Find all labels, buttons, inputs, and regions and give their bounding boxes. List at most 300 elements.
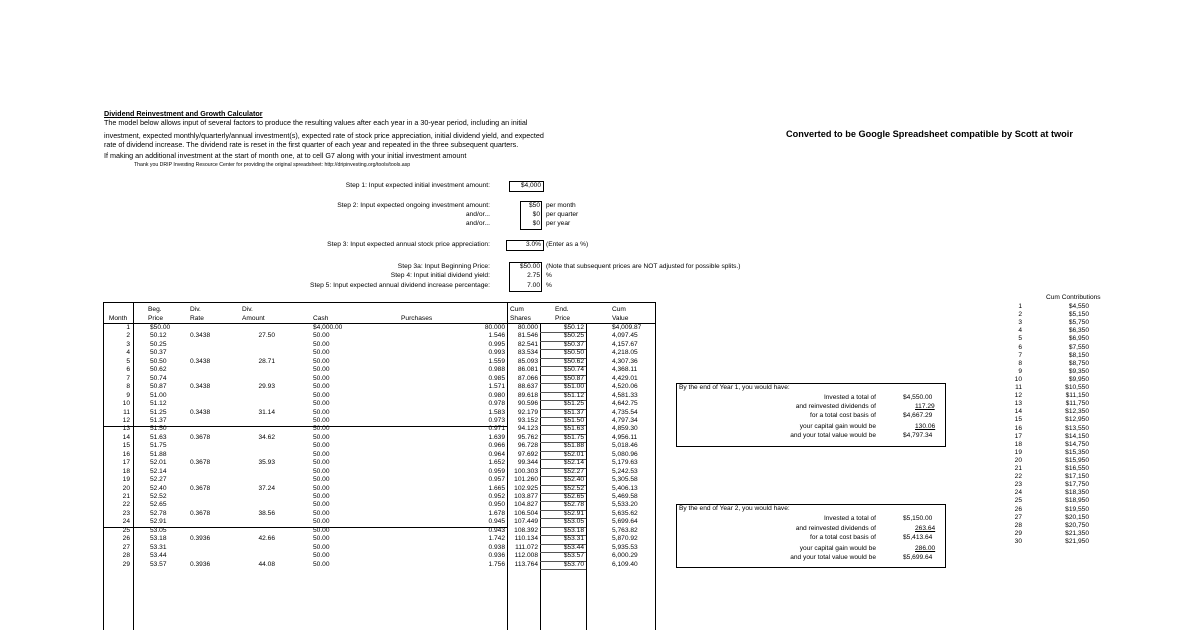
table-cell[interactable]: 4,218.05 <box>612 349 638 357</box>
table-cell[interactable]: $50.87 <box>563 374 584 382</box>
table-cell[interactable]: 9 <box>126 391 130 399</box>
table-cell[interactable]: 92.179 <box>517 408 538 416</box>
table-cell[interactable]: 3 <box>126 340 130 348</box>
contribution-year[interactable]: 25 <box>1014 497 1022 505</box>
table-cell[interactable]: 5,242.53 <box>612 467 638 475</box>
table-cell[interactable]: 4,307.36 <box>612 357 638 365</box>
contribution-year[interactable]: 23 <box>1014 481 1022 489</box>
table-cell[interactable]: 52.52 <box>150 493 167 500</box>
dividend-yield-input[interactable]: 2.75 <box>527 272 540 279</box>
table-cell[interactable]: $51.12 <box>563 391 584 399</box>
table-cell[interactable]: 4 <box>126 349 130 357</box>
table-cell[interactable]: 87.066 <box>517 374 538 382</box>
table-cell[interactable]: 82.541 <box>517 340 538 348</box>
table-cell[interactable]: 50.00 <box>313 509 330 517</box>
table-cell[interactable]: 0.3438 <box>190 332 211 340</box>
summary-label: for a total cost basis of <box>810 534 876 541</box>
table-cell[interactable]: 5,935.53 <box>612 543 638 551</box>
table-cell[interactable]: 1.639 <box>488 433 505 441</box>
table-cell[interactable]: 1.571 <box>488 383 505 391</box>
table-cell[interactable]: 21 <box>122 493 130 500</box>
table-cell[interactable]: 51.63 <box>150 433 167 441</box>
table-cell[interactable]: 4,520.06 <box>612 383 638 391</box>
monthly-investment-input[interactable]: $50 <box>528 202 540 209</box>
table-cell[interactable]: 5,305.58 <box>612 476 638 484</box>
table-cell[interactable]: 50.00 <box>313 383 330 391</box>
contribution-year[interactable]: 3 <box>1018 319 1022 327</box>
table-cell[interactable]: 42.66 <box>258 535 275 543</box>
table-cell[interactable]: $52.78 <box>563 501 584 509</box>
table-cell[interactable]: 0.957 <box>488 476 505 484</box>
contribution-amount[interactable]: $14,750 <box>1065 440 1089 448</box>
contribution-year[interactable]: 18 <box>1014 440 1022 448</box>
contribution-amount[interactable]: $17,750 <box>1065 481 1089 489</box>
table-cell[interactable]: 83.534 <box>517 349 538 357</box>
table-cell[interactable]: 23 <box>122 509 130 517</box>
table-cell[interactable]: 50.00 <box>313 391 330 399</box>
table-cell[interactable]: $51.25 <box>563 400 584 408</box>
table-cell[interactable]: $50.74 <box>563 366 584 374</box>
table-cell[interactable]: 111.072 <box>515 543 538 551</box>
table-cell[interactable]: 28.71 <box>258 357 275 365</box>
table-cell[interactable]: $50.50 <box>563 349 584 357</box>
contribution-amount[interactable]: $18,950 <box>1065 497 1089 505</box>
table-cell[interactable]: 50.00 <box>313 332 330 340</box>
table-cell[interactable]: 53.31 <box>150 543 167 551</box>
table-cell[interactable]: 0.993 <box>488 349 505 357</box>
table-cell[interactable]: 0.3678 <box>190 509 211 517</box>
contribution-year[interactable]: 26 <box>1014 505 1022 513</box>
contribution-amount[interactable]: $5,150 <box>1068 311 1089 319</box>
table-cell[interactable]: 1.742 <box>488 535 505 543</box>
table-cell[interactable]: 106.504 <box>514 509 538 517</box>
table-cell[interactable]: 4,956.11 <box>612 433 638 441</box>
table-cell[interactable]: $53.31 <box>563 535 584 543</box>
table-cell[interactable]: 29.93 <box>258 383 275 391</box>
table-cell[interactable]: 8 <box>126 383 130 391</box>
contribution-amount[interactable]: $18,350 <box>1065 489 1089 497</box>
table-cell[interactable]: $4,000.00 <box>313 324 343 331</box>
table-cell[interactable]: 38.56 <box>258 509 275 517</box>
contribution-year[interactable]: 5 <box>1018 335 1022 343</box>
table-cell[interactable]: 50.62 <box>150 366 167 374</box>
table-cell[interactable]: 0.938 <box>488 543 505 551</box>
contribution-year[interactable]: 19 <box>1014 448 1022 456</box>
table-cell[interactable]: 29 <box>122 560 130 568</box>
table-cell[interactable]: 1.652 <box>488 459 505 467</box>
table-cell[interactable]: 5,469.58 <box>612 493 638 500</box>
table-cell[interactable]: 0.3936 <box>190 535 211 543</box>
table-cell[interactable]: 50.00 <box>313 493 330 500</box>
contribution-amount[interactable]: $15,950 <box>1065 456 1089 464</box>
table-cell[interactable]: 27 <box>122 543 130 551</box>
table-cell[interactable]: 44.08 <box>258 560 275 568</box>
table-cell[interactable]: 5,080.96 <box>612 450 638 458</box>
table-cell[interactable]: 50.12 <box>150 332 167 340</box>
table-cell[interactable]: 94.123 <box>517 425 538 433</box>
table-cell[interactable]: 28 <box>122 552 130 560</box>
table-cell[interactable]: $52.40 <box>563 476 584 484</box>
table-cell[interactable]: 50.00 <box>313 535 330 543</box>
table-cell[interactable]: 4,097.45 <box>612 332 638 340</box>
table-cell[interactable]: 101.260 <box>514 476 538 484</box>
table-cell[interactable]: $51.00 <box>563 383 584 391</box>
table-cell[interactable]: 52.27 <box>150 476 167 484</box>
table-cell[interactable]: 0.971 <box>488 425 505 433</box>
table-cell[interactable]: 5,018.46 <box>612 442 638 450</box>
contribution-amount[interactable]: $21,350 <box>1065 529 1089 537</box>
table-cell[interactable]: $52.91 <box>563 509 584 517</box>
table-cell[interactable]: 0.966 <box>488 442 505 450</box>
table-cell[interactable]: 12 <box>122 416 130 424</box>
table-cell[interactable]: $50.62 <box>563 357 584 365</box>
table-cell[interactable]: 50.00 <box>313 408 330 416</box>
table-cell[interactable]: 34.62 <box>258 433 275 441</box>
table-cell[interactable]: 0.950 <box>488 501 505 509</box>
table-cell[interactable]: 85.093 <box>517 357 538 365</box>
contribution-year[interactable]: 16 <box>1014 424 1022 432</box>
table-cell[interactable]: $51.63 <box>563 425 584 433</box>
table-cell[interactable]: 53.18 <box>150 535 167 543</box>
contribution-year[interactable]: 12 <box>1014 392 1022 400</box>
contribution-amount[interactable]: $6,350 <box>1068 327 1089 335</box>
table-cell[interactable]: 51.88 <box>150 450 167 458</box>
contribution-amount[interactable]: $21,950 <box>1065 537 1089 545</box>
contribution-year[interactable]: 17 <box>1014 432 1022 440</box>
table-cell[interactable]: 5 <box>126 357 130 365</box>
dividend-increase-input[interactable]: 7.00 <box>527 282 540 289</box>
initial-investment-input[interactable]: $4,000 <box>509 181 544 192</box>
contribution-amount[interactable]: $4,550 <box>1068 303 1089 310</box>
table-cell[interactable]: 0.3438 <box>190 408 211 416</box>
table-cell[interactable]: 0.3678 <box>190 433 211 441</box>
table-cell[interactable]: 50.00 <box>313 366 330 374</box>
cum-contributions-header: Cum Contributions <box>1046 294 1101 301</box>
table-cell[interactable]: 1.678 <box>488 509 505 517</box>
table-cell[interactable]: 50.87 <box>150 383 167 391</box>
table-cell[interactable]: 22 <box>122 501 130 509</box>
table-cell[interactable]: 37.24 <box>258 484 275 492</box>
contribution-amount[interactable]: $17,150 <box>1065 473 1089 481</box>
summary-label: and reinvested dividends of <box>795 403 876 410</box>
table-cell[interactable]: 4,859.30 <box>612 425 638 433</box>
table-cell[interactable]: 52.65 <box>150 501 167 509</box>
summary-label: your capital gain would be <box>799 545 876 552</box>
contribution-year[interactable]: 9 <box>1018 367 1022 375</box>
table-cell[interactable]: 27.50 <box>258 332 275 340</box>
table-cell[interactable]: 4,157.67 <box>612 340 638 348</box>
table-cell[interactable]: 50.00 <box>313 476 330 484</box>
table-cell[interactable]: 0.964 <box>488 450 505 458</box>
table-cell[interactable]: 80.000 <box>517 324 538 331</box>
table-cell[interactable]: 2 <box>126 332 130 340</box>
table-cell[interactable]: $53.57 <box>563 552 584 560</box>
table-cell[interactable]: 6,000.29 <box>612 552 638 560</box>
table-cell[interactable]: 52.14 <box>150 467 167 475</box>
table-cell[interactable]: 52.40 <box>150 484 167 492</box>
contribution-amount[interactable]: $20,750 <box>1065 521 1089 529</box>
table-cell[interactable]: 1.583 <box>488 408 505 416</box>
table-cell[interactable]: 17 <box>122 459 130 467</box>
table-cell[interactable]: 52.01 <box>150 459 167 467</box>
table-cell[interactable]: 4,735.54 <box>612 408 638 416</box>
table-cell[interactable]: $53.70 <box>563 560 584 568</box>
table-cell[interactable]: 7 <box>126 374 130 382</box>
table-cell[interactable]: 97.692 <box>517 450 538 458</box>
contribution-amount[interactable]: $6,950 <box>1068 335 1089 343</box>
table-cell[interactable]: 1.546 <box>488 332 505 340</box>
appreciation-input[interactable]: 3.0% <box>506 240 544 251</box>
table-cell[interactable]: 99.344 <box>517 459 538 467</box>
table-cell[interactable]: 50.00 <box>313 543 330 551</box>
table-cell[interactable]: 11 <box>123 408 130 416</box>
table-cell[interactable]: 50.00 <box>313 425 330 433</box>
table-cell[interactable]: 104.827 <box>514 501 538 509</box>
table-cell[interactable]: 4,642.75 <box>612 400 638 408</box>
contribution-amount[interactable]: $8,150 <box>1068 351 1089 359</box>
table-cell[interactable]: 107.449 <box>514 518 538 526</box>
table-cell[interactable]: 5,699.64 <box>612 518 638 526</box>
table-cell[interactable]: 0.980 <box>488 391 505 399</box>
contribution-year[interactable]: 7 <box>1018 351 1022 359</box>
table-cell[interactable]: 35.93 <box>258 459 275 467</box>
table-cell[interactable]: 51.37 <box>150 416 167 424</box>
table-cell[interactable]: 15 <box>122 442 130 450</box>
contribution-year[interactable]: 22 <box>1014 473 1022 481</box>
table-cell[interactable]: 5,179.63 <box>612 459 638 467</box>
table-cell[interactable]: 50.00 <box>313 560 330 568</box>
contribution-year[interactable]: 20 <box>1014 456 1022 464</box>
table-cell[interactable]: 16 <box>122 450 130 458</box>
table-cell[interactable]: 50.00 <box>313 484 330 492</box>
table-cell[interactable]: 4,797.34 <box>612 416 638 424</box>
table-cell[interactable]: 50.00 <box>313 416 330 424</box>
contribution-year[interactable]: 6 <box>1018 343 1022 351</box>
col-header-cum-shares: Cum <box>510 306 524 313</box>
table-cell[interactable]: 53.05 <box>150 526 167 534</box>
table-cell[interactable]: 50.00 <box>313 518 330 526</box>
table-cell[interactable]: 52.78 <box>150 509 167 517</box>
contribution-year[interactable]: 15 <box>1014 416 1022 424</box>
beginning-price-input[interactable]: $50.00 <box>519 263 540 270</box>
contribution-year[interactable]: 8 <box>1018 359 1022 367</box>
table-cell[interactable]: 51.12 <box>150 400 167 408</box>
contribution-amount[interactable]: $19,550 <box>1065 505 1089 513</box>
table-cell[interactable]: 5,763.82 <box>612 526 638 534</box>
table-cell[interactable]: 0.973 <box>488 416 505 424</box>
table-cell[interactable]: 5,533.20 <box>612 501 638 509</box>
table-cell[interactable]: 0.936 <box>488 552 505 560</box>
table-cell[interactable]: 4,581.33 <box>612 391 638 399</box>
table-cell[interactable]: $4,009.87 <box>612 324 642 331</box>
table-cell[interactable]: 5,870.92 <box>612 535 638 543</box>
table-cell[interactable]: 0.952 <box>488 493 505 500</box>
table-cell[interactable]: 50.00 <box>313 374 330 382</box>
table-cell[interactable]: 5,406.13 <box>612 484 638 492</box>
table-cell[interactable]: $53.05 <box>563 518 584 526</box>
table-cell[interactable]: 50.00 <box>313 442 330 450</box>
table-cell[interactable]: 0.988 <box>488 366 505 374</box>
table-cell[interactable]: $51.37 <box>563 408 584 416</box>
contribution-amount[interactable]: $13,550 <box>1065 424 1089 432</box>
table-cell[interactable]: 0.985 <box>488 374 505 382</box>
contribution-year[interactable]: 28 <box>1014 521 1022 529</box>
summary-value: $5,413.64 <box>903 534 933 541</box>
contribution-amount[interactable]: $12,350 <box>1065 408 1089 416</box>
table-cell[interactable]: $52.27 <box>563 467 584 475</box>
contribution-amount[interactable]: $15,350 <box>1065 448 1089 456</box>
table-cell[interactable]: 13 <box>122 425 130 433</box>
table-cell[interactable]: 5,635.62 <box>612 509 638 517</box>
table-cell[interactable]: 96.728 <box>517 442 538 450</box>
table-cell[interactable]: 4,429.01 <box>612 374 638 382</box>
table-cell[interactable]: $53.44 <box>563 543 584 551</box>
contribution-amount[interactable]: $12,950 <box>1065 416 1089 424</box>
table-cell[interactable]: $52.65 <box>563 493 584 500</box>
table-cell[interactable]: 24 <box>122 518 130 526</box>
table-cell[interactable]: 50.37 <box>150 349 167 357</box>
table-cell[interactable]: $52.14 <box>563 459 584 467</box>
table-cell[interactable]: 95.762 <box>517 433 538 441</box>
table-cell[interactable]: 20 <box>122 484 130 492</box>
table-cell[interactable]: 80.000 <box>484 324 505 331</box>
table-cell[interactable]: 50.50 <box>150 357 167 365</box>
table-cell[interactable]: $50.25 <box>563 332 584 340</box>
table-cell[interactable]: 50.00 <box>313 459 330 467</box>
table-cell[interactable]: 50.00 <box>313 349 330 357</box>
table-cell[interactable]: 50.00 <box>313 400 330 408</box>
table-cell[interactable]: 112.008 <box>514 552 538 560</box>
table-cell[interactable]: 25 <box>122 526 130 534</box>
contribution-year[interactable]: 24 <box>1014 489 1022 497</box>
contribution-amount[interactable]: $11,150 <box>1065 392 1089 400</box>
table-cell[interactable]: $51.50 <box>563 416 584 424</box>
table-cell[interactable]: 113.764 <box>514 560 538 568</box>
table-cell[interactable]: 0.3678 <box>190 459 211 467</box>
table-cell[interactable]: 1 <box>126 324 130 331</box>
table-cell[interactable]: 51.75 <box>150 442 167 450</box>
table-cell[interactable]: 50.00 <box>313 526 330 534</box>
table-cell[interactable]: 88.637 <box>517 383 538 391</box>
table-cell[interactable]: $50.37 <box>563 340 584 348</box>
table-cell[interactable]: 0.978 <box>488 400 505 408</box>
summary-label: and your total value would be <box>790 432 876 439</box>
contribution-year[interactable]: 30 <box>1014 537 1022 545</box>
table-cell[interactable]: 0.945 <box>488 518 505 526</box>
table-cell[interactable]: 0.3438 <box>190 357 211 365</box>
table-cell[interactable]: 102.925 <box>514 484 538 492</box>
contribution-amount[interactable]: $8,750 <box>1068 359 1089 367</box>
table-cell[interactable]: 1.665 <box>488 484 505 492</box>
contribution-year[interactable]: 11 <box>1015 384 1022 391</box>
table-cell[interactable]: 89.618 <box>517 391 538 399</box>
table-cell[interactable]: 51.00 <box>150 391 167 399</box>
unit-label: per month <box>546 202 576 209</box>
contribution-amount[interactable]: $5,750 <box>1068 319 1089 327</box>
table-cell[interactable]: 0.3438 <box>190 383 211 391</box>
table-cell[interactable]: 0.3678 <box>190 484 211 492</box>
table-cell[interactable]: 93.152 <box>517 416 538 424</box>
table-cell[interactable]: 110.134 <box>514 535 538 543</box>
table-cell[interactable]: $52.52 <box>563 484 584 492</box>
contribution-year[interactable]: 10 <box>1014 375 1022 383</box>
table-cell[interactable]: 50.00 <box>313 501 330 509</box>
contribution-amount[interactable]: $20,150 <box>1065 513 1089 521</box>
contribution-year[interactable]: 4 <box>1018 327 1022 335</box>
contribution-year[interactable]: 2 <box>1018 311 1022 319</box>
table-cell[interactable]: $51.88 <box>563 442 584 450</box>
table-cell[interactable]: 19 <box>122 476 130 484</box>
table-cell[interactable]: 18 <box>122 467 130 475</box>
contribution-amount[interactable]: $10,550 <box>1065 384 1089 391</box>
table-cell[interactable]: 50.00 <box>313 552 330 560</box>
contribution-year[interactable]: 14 <box>1014 408 1022 416</box>
table-cell[interactable]: 14 <box>122 433 130 441</box>
table-cell[interactable]: 90.596 <box>517 400 538 408</box>
table-cell[interactable]: 10 <box>122 400 130 408</box>
contribution-amount[interactable]: $11,750 <box>1065 400 1089 408</box>
table-cell[interactable]: 1.559 <box>488 357 505 365</box>
table-cell[interactable]: 50.00 <box>313 450 330 458</box>
table-cell[interactable]: $50.12 <box>563 324 584 331</box>
table-cell[interactable]: 1.756 <box>488 560 505 568</box>
yearly-investment-input[interactable]: $0 <box>532 220 540 227</box>
contribution-amount[interactable]: $16,550 <box>1065 465 1089 472</box>
table-cell[interactable]: 0.943 <box>488 526 505 534</box>
contribution-year[interactable]: 21 <box>1014 465 1022 472</box>
table-cell[interactable]: 100.303 <box>514 467 538 475</box>
table-cell[interactable]: 52.91 <box>150 518 167 526</box>
table-cell[interactable]: 0.995 <box>488 340 505 348</box>
table-cell[interactable]: 108.392 <box>514 526 538 534</box>
table-cell[interactable]: $52.01 <box>563 450 584 458</box>
contribution-amount[interactable]: $7,550 <box>1068 343 1089 351</box>
unit-label: per quarter <box>546 211 579 218</box>
table-cell[interactable]: 51.50 <box>150 425 167 433</box>
table-cell[interactable]: 0.959 <box>488 467 505 475</box>
contribution-amount[interactable]: $9,350 <box>1068 367 1089 375</box>
table-cell[interactable]: 31.14 <box>258 408 275 416</box>
quarterly-investment-input[interactable]: $0 <box>532 211 540 218</box>
contribution-year[interactable]: 29 <box>1014 529 1022 537</box>
table-cell[interactable]: 50.00 <box>313 340 330 348</box>
table-cell[interactable]: 51.25 <box>150 408 167 416</box>
table-cell[interactable]: 103.877 <box>514 493 538 500</box>
contribution-year[interactable]: 1 <box>1018 303 1022 310</box>
table-cell[interactable]: 6,109.40 <box>612 560 638 568</box>
table-cell[interactable]: 50.25 <box>150 340 167 348</box>
table-cell[interactable]: $50.00 <box>150 324 171 331</box>
contribution-amount[interactable]: $9,950 <box>1068 375 1089 383</box>
table-cell[interactable]: 53.57 <box>150 560 167 568</box>
contribution-year[interactable]: 13 <box>1014 400 1022 408</box>
table-cell[interactable]: $51.75 <box>563 433 584 441</box>
table-cell[interactable]: 86.081 <box>517 366 538 374</box>
table-cell[interactable]: 50.00 <box>313 357 330 365</box>
contribution-amount[interactable]: $14,150 <box>1065 432 1089 440</box>
table-cell[interactable]: 81.546 <box>517 332 538 340</box>
table-cell[interactable]: $53.18 <box>563 526 584 534</box>
table-cell[interactable]: 0.3936 <box>190 560 211 568</box>
table-cell[interactable]: 50.00 <box>313 433 330 441</box>
table-cell[interactable]: 50.00 <box>313 467 330 475</box>
contribution-year[interactable]: 27 <box>1014 513 1022 521</box>
table-cell[interactable]: 6 <box>126 366 130 374</box>
table-cell[interactable]: 26 <box>122 535 130 543</box>
table-cell[interactable]: 53.44 <box>150 552 167 560</box>
table-cell[interactable]: 50.74 <box>150 374 167 382</box>
table-cell[interactable]: 4,368.11 <box>612 366 638 374</box>
